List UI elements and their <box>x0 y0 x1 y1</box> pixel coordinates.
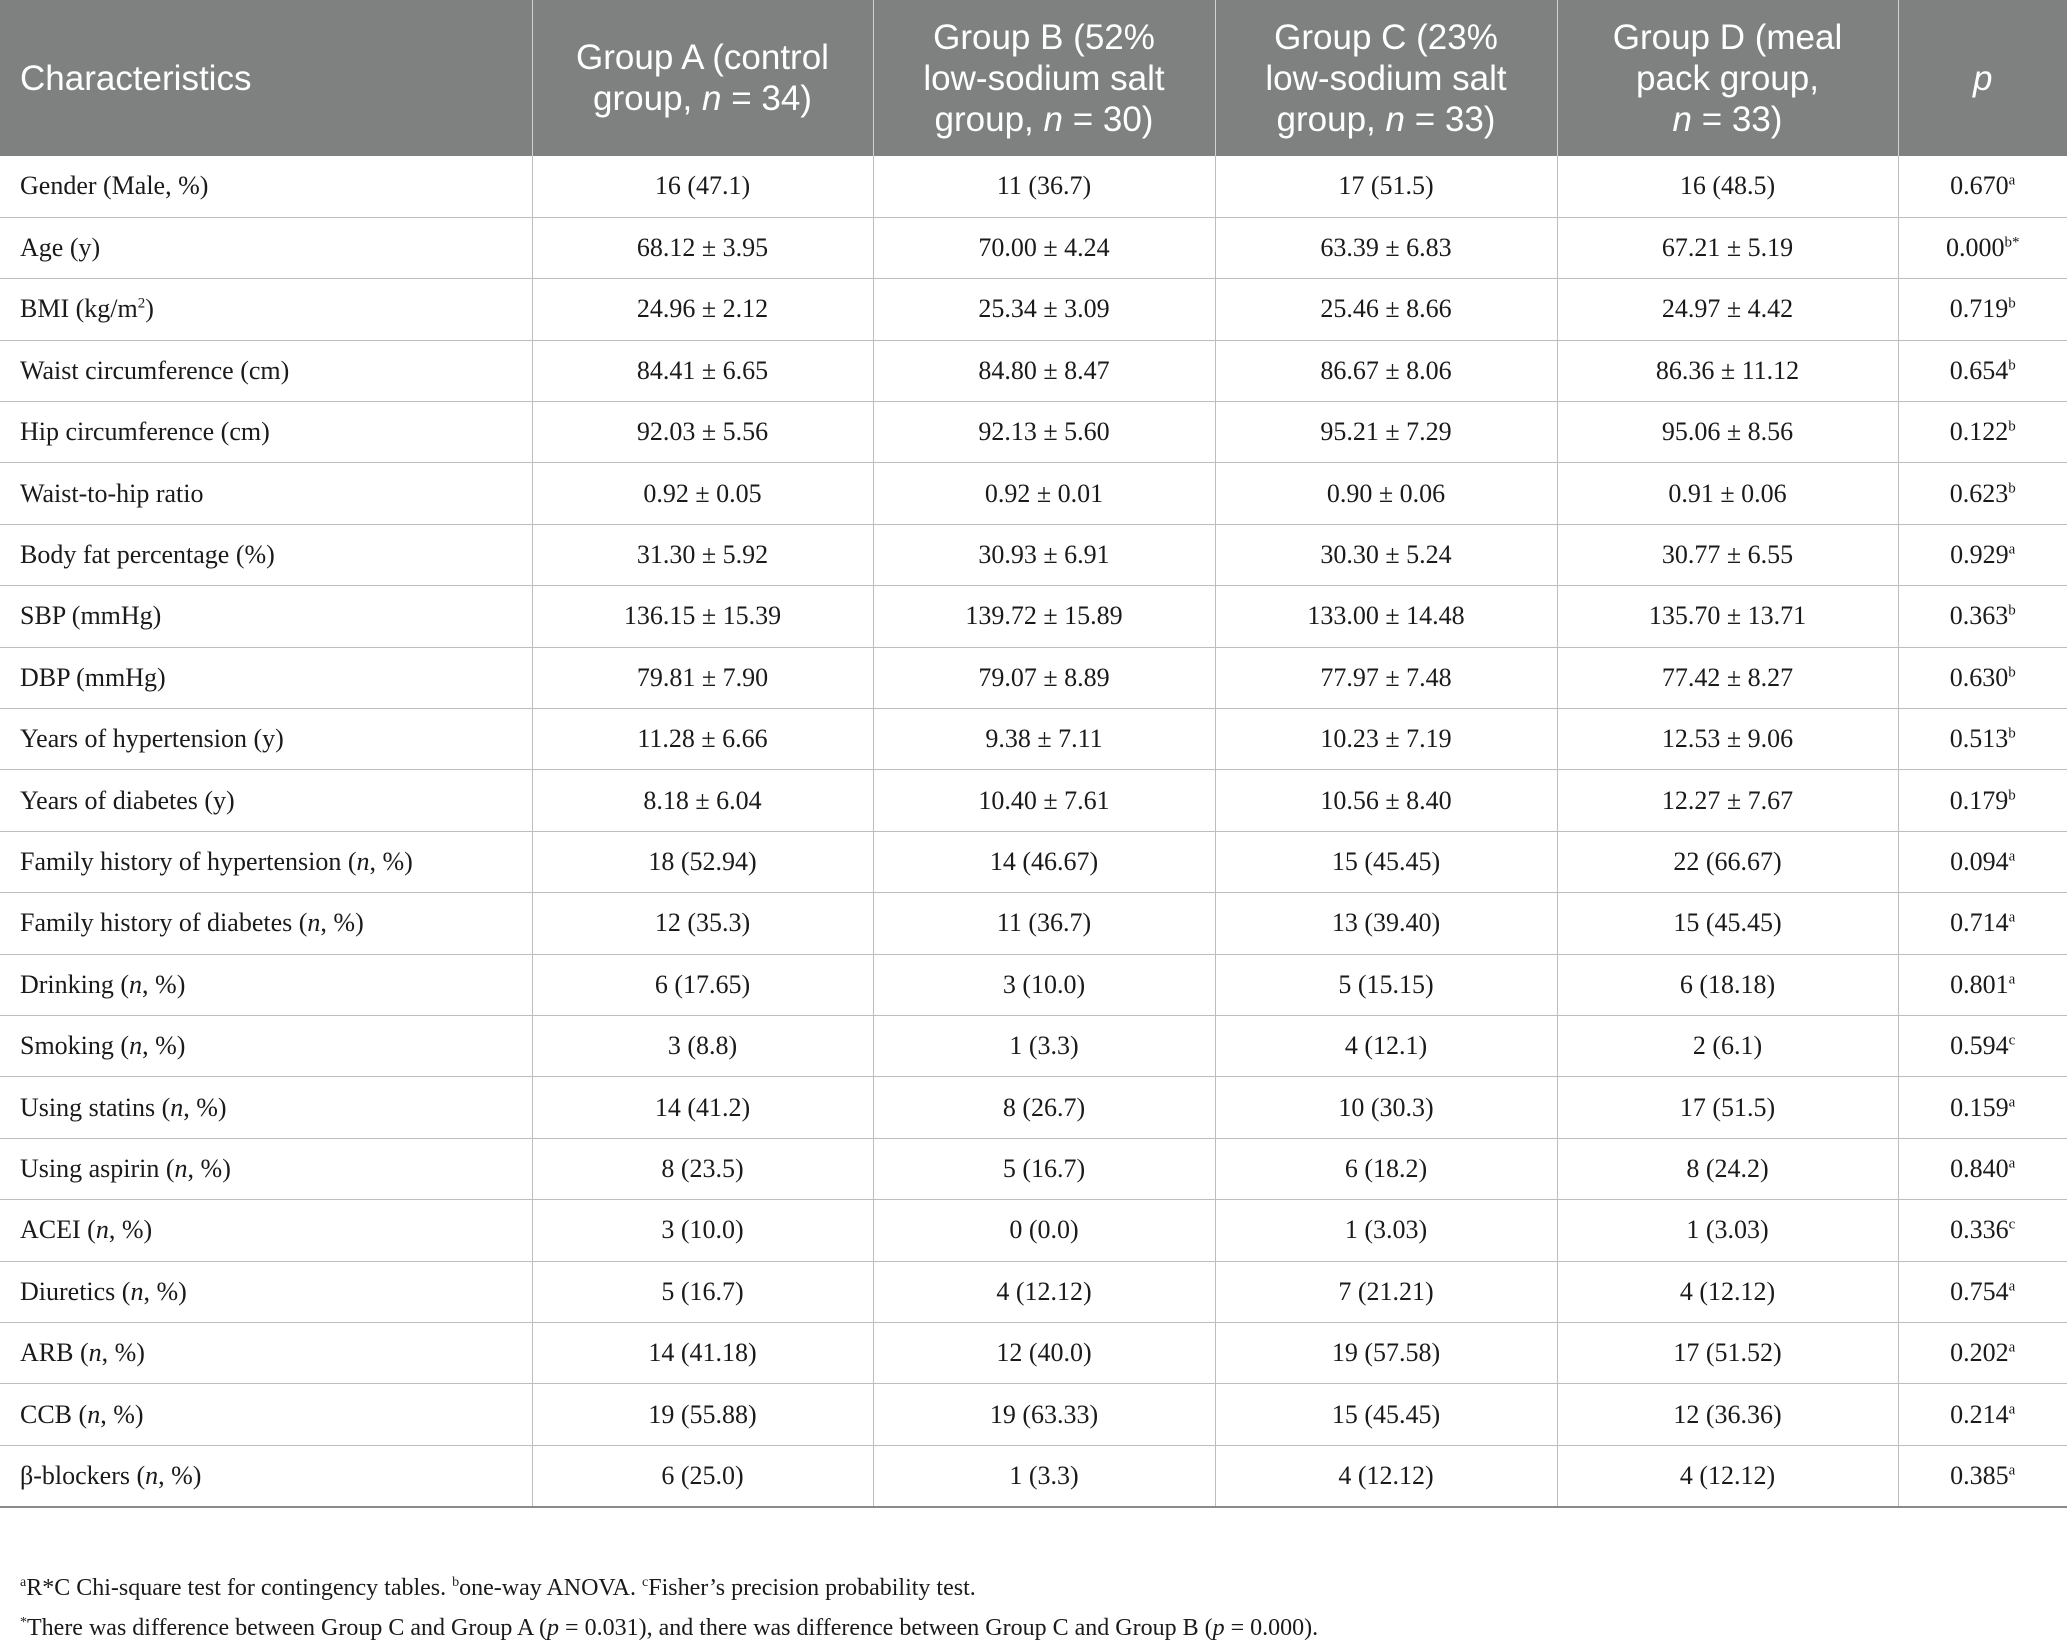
cell-group-c: 5 (15.15) <box>1215 954 1557 1015</box>
cell-group-a: 6 (17.65) <box>532 954 873 1015</box>
cell-group-a: 11.28 ± 6.66 <box>532 709 873 770</box>
cell-group-c: 63.39 ± 6.83 <box>1215 217 1557 278</box>
cell-group-b: 19 (63.33) <box>873 1384 1215 1445</box>
cell-group-b: 3 (10.0) <box>873 954 1215 1015</box>
cell-p-value: 0.336$^c$ <box>1898 1200 2067 1261</box>
cell-group-d: 17 (51.5) <box>1557 1077 1898 1138</box>
cell-group-c: 15 (45.45) <box>1215 831 1557 892</box>
cell-p-value: 0.513$^b$ <box>1898 709 2067 770</box>
cell-group-c: 10.56 ± 8.40 <box>1215 770 1557 831</box>
cell-group-d: 4 (12.12) <box>1557 1445 1898 1506</box>
cell-group-c: 0.90 ± 0.06 <box>1215 463 1557 524</box>
cell-p-value: 0.840$^a$ <box>1898 1138 2067 1199</box>
row-label: Years of diabetes (y) <box>0 770 532 831</box>
footnote-line-1: $^a$R*C Chi-square test for contingency tables. $^b$one-way ANOVA. $^c$Fisher’s precision probability test. <box>20 1575 976 1601</box>
cell-group-d: 95.06 ± 8.56 <box>1557 402 1898 463</box>
cell-group-b: 9.38 ± 7.11 <box>873 709 1215 770</box>
table-row <box>0 893 2067 954</box>
cell-group-a: 19 (55.88) <box>532 1384 873 1445</box>
table-body <box>0 156 2067 1507</box>
cell-group-d: 12.53 ± 9.06 <box>1557 709 1898 770</box>
cell-group-d: 17 (51.52) <box>1557 1322 1898 1383</box>
cell-group-c: 86.67 ± 8.06 <box>1215 340 1557 401</box>
cell-group-c: 133.00 ± 14.48 <box>1215 586 1557 647</box>
cell-group-a: 12 (35.3) <box>532 893 873 954</box>
row-label: SBP (mmHg) <box>0 586 532 647</box>
cell-group-c: 4 (12.1) <box>1215 1015 1557 1076</box>
cell-group-c: 1 (3.03) <box>1215 1200 1557 1261</box>
row-label: ARB (n, %) <box>0 1322 532 1383</box>
cell-p-value: 0.363$^b$ <box>1898 586 2067 647</box>
cell-p-value: 0.094$^a$ <box>1898 831 2067 892</box>
cell-group-a: 84.41 ± 6.65 <box>532 340 873 401</box>
table-row <box>0 463 2067 524</box>
table-row <box>0 1138 2067 1199</box>
cell-group-d: 15 (45.45) <box>1557 893 1898 954</box>
header-p-value: p <box>1898 0 2067 156</box>
table-row <box>0 524 2067 585</box>
cell-group-d: 1 (3.03) <box>1557 1200 1898 1261</box>
table-row <box>0 279 2067 340</box>
table-row <box>0 709 2067 770</box>
cell-group-b: 25.34 ± 3.09 <box>873 279 1215 340</box>
table-row <box>0 647 2067 708</box>
cell-group-a: 5 (16.7) <box>532 1261 873 1322</box>
cell-group-d: 2 (6.1) <box>1557 1015 1898 1076</box>
table-row <box>0 1384 2067 1445</box>
footnote-line-2: *There was difference between Group C and Group A (p = 0.031), and there was difference between Group C and Group B (p = 0.000). <box>20 1615 1319 1641</box>
cell-group-d: 12.27 ± 7.67 <box>1557 770 1898 831</box>
cell-p-value: 0.630$^b$ <box>1898 647 2067 708</box>
row-label: CCB (n, %) <box>0 1384 532 1445</box>
table-footnotes <box>20 1568 2050 1648</box>
row-label: Waist circumference (cm) <box>0 340 532 401</box>
cell-group-d: 0.91 ± 0.06 <box>1557 463 1898 524</box>
table-row <box>0 217 2067 278</box>
row-label: DBP (mmHg) <box>0 647 532 708</box>
cell-group-d: 16 (48.5) <box>1557 156 1898 217</box>
cell-p-value: 0.122$^b$ <box>1898 402 2067 463</box>
cell-group-d: 22 (66.67) <box>1557 831 1898 892</box>
cell-group-d: 24.97 ± 4.42 <box>1557 279 1898 340</box>
cell-group-c: 10.23 ± 7.19 <box>1215 709 1557 770</box>
cell-group-b: 14 (46.67) <box>873 831 1215 892</box>
cell-group-d: 86.36 ± 11.12 <box>1557 340 1898 401</box>
table-row <box>0 402 2067 463</box>
cell-group-a: 8.18 ± 6.04 <box>532 770 873 831</box>
cell-group-b: 8 (26.7) <box>873 1077 1215 1138</box>
cell-p-value: 0.670$^a$ <box>1898 156 2067 217</box>
table-row <box>0 1077 2067 1138</box>
table-row <box>0 1200 2067 1261</box>
table-row <box>0 586 2067 647</box>
cell-p-value: 0.623$^b$ <box>1898 463 2067 524</box>
cell-group-c: 10 (30.3) <box>1215 1077 1557 1138</box>
row-label: Using aspirin (n, %) <box>0 1138 532 1199</box>
cell-group-a: 6 (25.0) <box>532 1445 873 1506</box>
cell-p-value: 0.801$^a$ <box>1898 954 2067 1015</box>
cell-group-b: 4 (12.12) <box>873 1261 1215 1322</box>
cell-group-c: 6 (18.2) <box>1215 1138 1557 1199</box>
cell-group-b: 5 (16.7) <box>873 1138 1215 1199</box>
cell-p-value: 0.159$^a$ <box>1898 1077 2067 1138</box>
row-label: Age (y) <box>0 217 532 278</box>
cell-group-d: 4 (12.12) <box>1557 1261 1898 1322</box>
cell-group-a: 79.81 ± 7.90 <box>532 647 873 708</box>
header-group-d: Group D (meal pack group, n = 33) <box>1557 0 1898 156</box>
cell-p-value: $0.000^{b*}$ <box>1898 217 2067 278</box>
cell-group-c: 19 (57.58) <box>1215 1322 1557 1383</box>
row-label: ACEI (n, %) <box>0 1200 532 1261</box>
cell-p-value: 0.202$^a$ <box>1898 1322 2067 1383</box>
table-row <box>0 831 2067 892</box>
cell-group-d: 30.77 ± 6.55 <box>1557 524 1898 585</box>
cell-group-a: 136.15 ± 15.39 <box>532 586 873 647</box>
cell-p-value: 0.929$^a$ <box>1898 524 2067 585</box>
cell-group-b: 10.40 ± 7.61 <box>873 770 1215 831</box>
cell-group-b: 92.13 ± 5.60 <box>873 402 1215 463</box>
cell-group-b: 30.93 ± 6.91 <box>873 524 1215 585</box>
cell-group-b: 79.07 ± 8.89 <box>873 647 1215 708</box>
cell-group-d: 77.42 ± 8.27 <box>1557 647 1898 708</box>
cell-group-a: 0.92 ± 0.05 <box>532 463 873 524</box>
cell-group-d: 8 (24.2) <box>1557 1138 1898 1199</box>
row-label: Family history of diabetes (n, %) <box>0 893 532 954</box>
cell-p-value: 0.654$^b$ <box>1898 340 2067 401</box>
cell-group-c: 7 (21.21) <box>1215 1261 1557 1322</box>
table-row <box>0 340 2067 401</box>
row-label: Using statins (n, %) <box>0 1077 532 1138</box>
cell-group-b: 1 (3.3) <box>873 1445 1215 1506</box>
cell-group-a: 16 (47.1) <box>532 156 873 217</box>
cell-group-a: 14 (41.18) <box>532 1322 873 1383</box>
cell-group-c: 77.97 ± 7.48 <box>1215 647 1557 708</box>
row-label: Body fat percentage (%) <box>0 524 532 585</box>
row-label: Waist-to-hip ratio <box>0 463 532 524</box>
cell-p-value: 0.714$^a$ <box>1898 893 2067 954</box>
header-characteristics: Characteristics <box>0 0 532 156</box>
table-row <box>0 770 2067 831</box>
row-label: Smoking (n, %) <box>0 1015 532 1076</box>
row-label: Years of hypertension (y) <box>0 709 532 770</box>
row-label: BMI $(kg/m^2)$ <box>0 279 532 340</box>
cell-p-value: 0.594$^c$ <box>1898 1015 2067 1076</box>
cell-group-a: 24.96 ± 2.12 <box>532 279 873 340</box>
table-row <box>0 156 2067 217</box>
cell-group-c: 13 (39.40) <box>1215 893 1557 954</box>
cell-group-c: 4 (12.12) <box>1215 1445 1557 1506</box>
header-row <box>0 0 2067 156</box>
table-row <box>0 1261 2067 1322</box>
table-row <box>0 1445 2067 1506</box>
cell-group-c: 95.21 ± 7.29 <box>1215 402 1557 463</box>
cell-group-a: 31.30 ± 5.92 <box>532 524 873 585</box>
cell-group-b: 11 (36.7) <box>873 893 1215 954</box>
cell-p-value: 0.754$^a$ <box>1898 1261 2067 1322</box>
cell-group-d: 12 (36.36) <box>1557 1384 1898 1445</box>
header-group-c: Group C (23% low-sodium salt group, n = 33) <box>1215 0 1557 156</box>
header-group-a: Group A (control group, n = 34) <box>532 0 873 156</box>
cell-group-a: 3 (10.0) <box>532 1200 873 1261</box>
row-label: Family history of hypertension (n, %) <box>0 831 532 892</box>
cell-group-c: 25.46 ± 8.66 <box>1215 279 1557 340</box>
cell-group-c: 30.30 ± 5.24 <box>1215 524 1557 585</box>
row-label: β-blockers (n, %) <box>0 1445 532 1506</box>
cell-group-a: 14 (41.2) <box>532 1077 873 1138</box>
cell-group-b: 70.00 ± 4.24 <box>873 217 1215 278</box>
row-label: Gender (Male, %) <box>0 156 532 217</box>
cell-group-b: 84.80 ± 8.47 <box>873 340 1215 401</box>
cell-group-c: 15 (45.45) <box>1215 1384 1557 1445</box>
cell-group-b: 139.72 ± 15.89 <box>873 586 1215 647</box>
row-label: Diuretics (n, %) <box>0 1261 532 1322</box>
cell-group-d: 135.70 ± 13.71 <box>1557 586 1898 647</box>
cell-group-d: 6 (18.18) <box>1557 954 1898 1015</box>
cell-p-value: 0.179$^b$ <box>1898 770 2067 831</box>
row-label: Hip circumference (cm) <box>0 402 532 463</box>
cell-group-a: 8 (23.5) <box>532 1138 873 1199</box>
table-row <box>0 954 2067 1015</box>
table-row <box>0 1322 2067 1383</box>
row-label: Drinking (n, %) <box>0 954 532 1015</box>
cell-group-b: 1 (3.3) <box>873 1015 1215 1076</box>
cell-group-a: 3 (8.8) <box>532 1015 873 1076</box>
cell-group-b: 0.92 ± 0.01 <box>873 463 1215 524</box>
cell-group-a: 68.12 ± 3.95 <box>532 217 873 278</box>
header-group-b: Group B (52% low-sodium salt group, n = 30) <box>873 0 1215 156</box>
cell-group-a: 92.03 ± 5.56 <box>532 402 873 463</box>
cell-group-a: 18 (52.94) <box>532 831 873 892</box>
cell-group-d: 67.21 ± 5.19 <box>1557 217 1898 278</box>
cell-p-value: 0.719$^b$ <box>1898 279 2067 340</box>
cell-p-value: 0.385$^a$ <box>1898 1445 2067 1506</box>
table-row <box>0 1015 2067 1076</box>
cell-group-c: 17 (51.5) <box>1215 156 1557 217</box>
cell-group-b: 11 (36.7) <box>873 156 1215 217</box>
cell-group-b: 0 (0.0) <box>873 1200 1215 1261</box>
cell-group-b: 12 (40.0) <box>873 1322 1215 1383</box>
cell-p-value: 0.214$^a$ <box>1898 1384 2067 1445</box>
